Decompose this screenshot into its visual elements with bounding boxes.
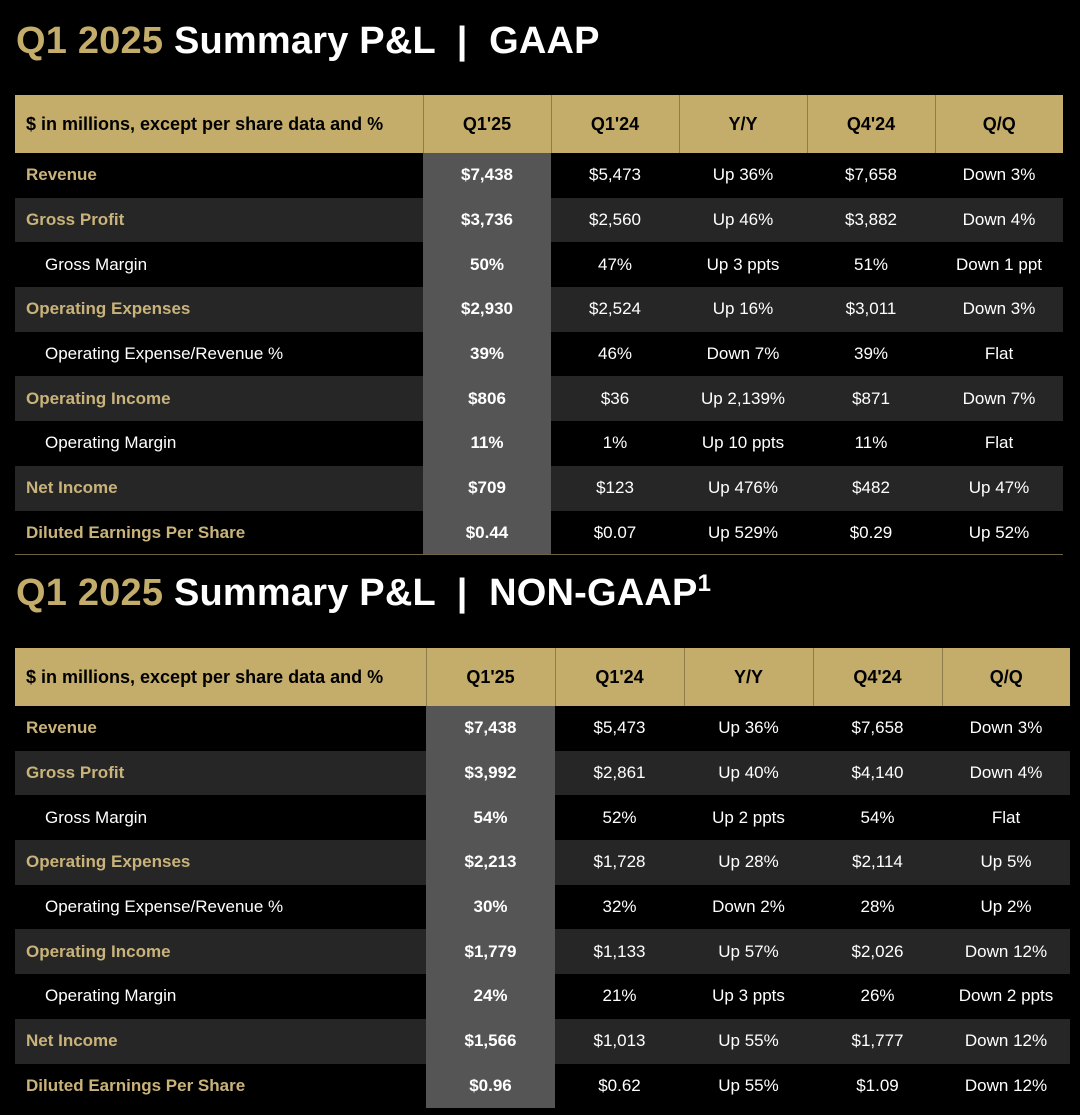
- table-cell: Down 4%: [942, 751, 1070, 796]
- table-cell: 52%: [555, 795, 684, 840]
- table-cell: Up 46%: [679, 198, 807, 243]
- nongaap-header-row: [15, 648, 1070, 706]
- table-row: [15, 1019, 1070, 1064]
- table-cell: Flat: [935, 421, 1063, 466]
- current-quarter-cell: 11%: [423, 421, 551, 466]
- nongaap-title-period: Q1 2025: [16, 572, 164, 614]
- table-row: [15, 885, 1070, 930]
- table-cell: $0.62: [555, 1064, 684, 1109]
- table-cell: $2,560: [551, 198, 679, 243]
- current-quarter-cell: $806: [423, 376, 551, 421]
- table-cell: Down 7%: [935, 376, 1063, 421]
- row-label: Diluted Earnings Per Share: [15, 1064, 426, 1109]
- table-row: [15, 511, 1063, 556]
- column-header: $ in millions, except per share data and %: [15, 95, 423, 153]
- table-row: [15, 287, 1063, 332]
- table-cell: Up 16%: [679, 287, 807, 332]
- table-row: [15, 421, 1063, 466]
- table-cell: Down 12%: [942, 1019, 1070, 1064]
- table-row: [15, 840, 1070, 885]
- gaap-divider: [15, 554, 1063, 555]
- gaap-header-row: [15, 95, 1063, 153]
- table-cell: Up 36%: [684, 706, 813, 751]
- gaap-pl-table: [15, 95, 1063, 555]
- gaap-title-text: Summary P&L | GAAP: [173, 20, 600, 62]
- table-cell: $3,011: [807, 287, 935, 332]
- table-cell: Up 476%: [679, 466, 807, 511]
- current-quarter-cell: 54%: [426, 795, 555, 840]
- column-header: Y/Y: [684, 648, 813, 706]
- table-cell: Up 2%: [942, 885, 1070, 930]
- table-cell: Up 2 ppts: [684, 795, 813, 840]
- table-cell: $2,026: [813, 929, 942, 974]
- table-row: [15, 242, 1063, 287]
- row-label: Gross Margin: [15, 242, 423, 287]
- table-cell: $871: [807, 376, 935, 421]
- table-row: [15, 332, 1063, 377]
- table-row: [15, 974, 1070, 1019]
- table-cell: $1,728: [555, 840, 684, 885]
- current-quarter-cell: $1,566: [426, 1019, 555, 1064]
- column-header: Q1'25: [426, 648, 555, 706]
- table-cell: $5,473: [555, 706, 684, 751]
- table-cell: Up 57%: [684, 929, 813, 974]
- row-label: Operating Expenses: [15, 840, 426, 885]
- table-cell: 32%: [555, 885, 684, 930]
- row-label: Operating Expense/Revenue %: [15, 885, 426, 930]
- current-quarter-cell: $7,438: [423, 153, 551, 198]
- table-cell: Down 2 ppts: [942, 974, 1070, 1019]
- column-header: Q1'24: [551, 95, 679, 153]
- column-header: Q1'24: [555, 648, 684, 706]
- table-row: [15, 706, 1070, 751]
- table-cell: 54%: [813, 795, 942, 840]
- table-cell: $0.07: [551, 511, 679, 556]
- table-cell: $123: [551, 466, 679, 511]
- table-cell: Up 40%: [684, 751, 813, 796]
- current-quarter-cell: $7,438: [426, 706, 555, 751]
- row-label: Operating Margin: [15, 974, 426, 1019]
- row-label: Operating Expenses: [15, 287, 423, 332]
- table-cell: Up 47%: [935, 466, 1063, 511]
- row-label: Gross Margin: [15, 795, 426, 840]
- current-quarter-cell: $2,213: [426, 840, 555, 885]
- table-cell: Flat: [942, 795, 1070, 840]
- table-cell: $1,013: [555, 1019, 684, 1064]
- column-header: Q1'25: [423, 95, 551, 153]
- table-row: [15, 751, 1070, 796]
- table-row: [15, 376, 1063, 421]
- row-label: Operating Margin: [15, 421, 423, 466]
- table-cell: 51%: [807, 242, 935, 287]
- table-row: [15, 929, 1070, 974]
- table-cell: 28%: [813, 885, 942, 930]
- nongaap-title-footnote: 1: [697, 570, 712, 597]
- table-cell: Up 52%: [935, 511, 1063, 556]
- table-cell: $1,133: [555, 929, 684, 974]
- column-header: $ in millions, except per share data and %: [15, 648, 426, 706]
- table-row: [15, 795, 1070, 840]
- table-cell: Down 12%: [942, 1064, 1070, 1109]
- table-cell: $4,140: [813, 751, 942, 796]
- current-quarter-cell: 39%: [423, 332, 551, 377]
- table-cell: Down 3%: [935, 153, 1063, 198]
- column-header: Q4'24: [807, 95, 935, 153]
- nongaap-title: [16, 570, 712, 614]
- table-cell: 1%: [551, 421, 679, 466]
- table-cell: $482: [807, 466, 935, 511]
- row-label: Revenue: [15, 153, 423, 198]
- table-cell: Up 2,139%: [679, 376, 807, 421]
- table-cell: $3,882: [807, 198, 935, 243]
- row-label: Revenue: [15, 706, 426, 751]
- row-label: Operating Income: [15, 376, 423, 421]
- table-cell: $5,473: [551, 153, 679, 198]
- row-label: Diluted Earnings Per Share: [15, 511, 423, 556]
- table-cell: 21%: [555, 974, 684, 1019]
- table-cell: $7,658: [807, 153, 935, 198]
- current-quarter-cell: 30%: [426, 885, 555, 930]
- row-label: Gross Profit: [15, 751, 426, 796]
- gaap-title-period: Q1 2025: [16, 20, 164, 62]
- current-quarter-cell: 50%: [423, 242, 551, 287]
- table-cell: Flat: [935, 332, 1063, 377]
- current-quarter-cell: $1,779: [426, 929, 555, 974]
- column-header: Q4'24: [813, 648, 942, 706]
- table-cell: 39%: [807, 332, 935, 377]
- table-cell: $2,524: [551, 287, 679, 332]
- table-cell: Up 3 ppts: [679, 242, 807, 287]
- table-cell: Up 55%: [684, 1064, 813, 1109]
- table-cell: 26%: [813, 974, 942, 1019]
- table-row: [15, 1064, 1070, 1109]
- table-row: [15, 466, 1063, 511]
- column-header: Q/Q: [942, 648, 1070, 706]
- current-quarter-cell: $2,930: [423, 287, 551, 332]
- table-cell: 11%: [807, 421, 935, 466]
- table-cell: Up 3 ppts: [684, 974, 813, 1019]
- table-cell: $0.29: [807, 511, 935, 556]
- current-quarter-cell: $3,736: [423, 198, 551, 243]
- row-label: Gross Profit: [15, 198, 423, 243]
- nongaap-title-text: Summary P&L | NON-GAAP: [173, 572, 698, 614]
- table-row: [15, 198, 1063, 243]
- table-cell: Down 4%: [935, 198, 1063, 243]
- table-cell: $2,114: [813, 840, 942, 885]
- table-cell: Down 2%: [684, 885, 813, 930]
- current-quarter-cell: $3,992: [426, 751, 555, 796]
- table-cell: Down 12%: [942, 929, 1070, 974]
- gaap-title: [16, 22, 600, 60]
- row-label: Net Income: [15, 1019, 426, 1064]
- table-cell: $2,861: [555, 751, 684, 796]
- table-cell: Up 28%: [684, 840, 813, 885]
- table-cell: 46%: [551, 332, 679, 377]
- table-cell: $1,777: [813, 1019, 942, 1064]
- table-row: [15, 153, 1063, 198]
- table-cell: $1.09: [813, 1064, 942, 1109]
- table-cell: Up 529%: [679, 511, 807, 556]
- table-cell: Down 3%: [935, 287, 1063, 332]
- table-cell: $7,658: [813, 706, 942, 751]
- table-cell: 47%: [551, 242, 679, 287]
- row-label: Operating Income: [15, 929, 426, 974]
- table-cell: Up 36%: [679, 153, 807, 198]
- current-quarter-cell: 24%: [426, 974, 555, 1019]
- table-cell: $36: [551, 376, 679, 421]
- current-quarter-cell: $0.44: [423, 511, 551, 556]
- row-label: Operating Expense/Revenue %: [15, 332, 423, 377]
- table-cell: Down 3%: [942, 706, 1070, 751]
- table-cell: Down 1 ppt: [935, 242, 1063, 287]
- current-quarter-cell: $0.96: [426, 1064, 555, 1109]
- column-header: Q/Q: [935, 95, 1063, 153]
- row-label: Net Income: [15, 466, 423, 511]
- table-cell: Up 10 ppts: [679, 421, 807, 466]
- table-cell: Up 55%: [684, 1019, 813, 1064]
- current-quarter-cell: $709: [423, 466, 551, 511]
- table-cell: Up 5%: [942, 840, 1070, 885]
- nongaap-pl-table: [15, 648, 1070, 1108]
- table-cell: Down 7%: [679, 332, 807, 377]
- column-header: Y/Y: [679, 95, 807, 153]
